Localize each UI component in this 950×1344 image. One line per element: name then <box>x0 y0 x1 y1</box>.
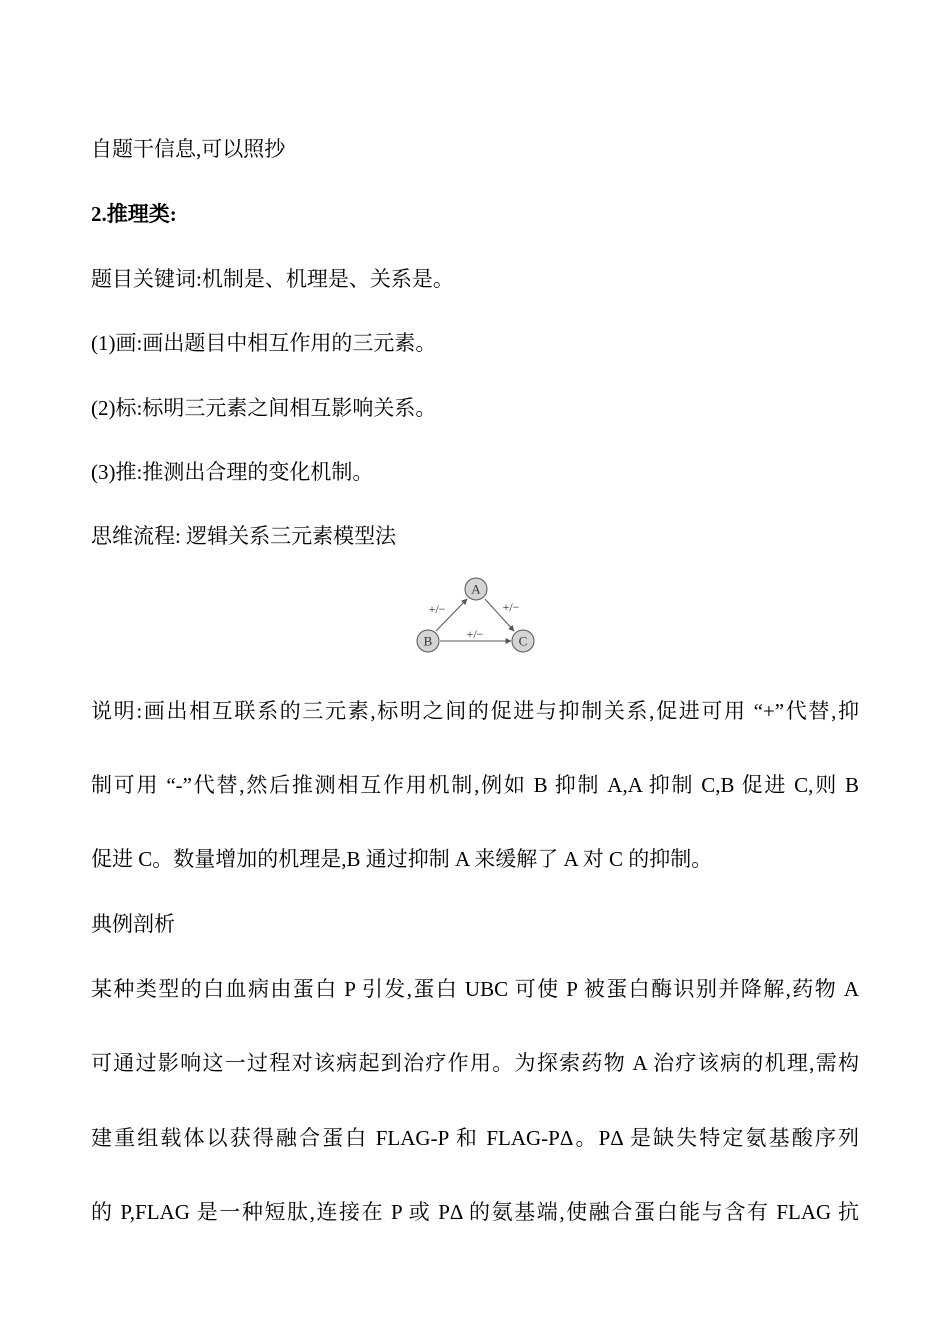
text-line-intro: 自题干信息,可以照抄 <box>91 137 286 161</box>
step-infer: (3)推:推测出合理的变化机制。 <box>91 460 374 484</box>
example-heading: 典例剖析 <box>91 912 175 936</box>
node-b-label: B <box>423 633 433 649</box>
example-line-3: 建重组载体以获得融合蛋白 FLAG-P 和 FLAG-PΔ。PΔ 是缺失特定氨基酸序列 <box>91 1126 859 1150</box>
three-element-diagram <box>405 570 555 660</box>
step-draw: (1)画:画出题目中相互作用的三元素。 <box>91 331 437 355</box>
explanation-line-1: 说明:画出相互联系的三元素,标明之间的促进与抑制关系,促进可用 “+”代替,抑 <box>91 699 859 723</box>
edge-b-a-label: +/− <box>428 602 446 616</box>
node-c-label: C <box>518 633 528 649</box>
edge-a-c-label: +/− <box>502 600 520 614</box>
thinking-flow-line: 思维流程: 逻辑关系三元素模型法 <box>91 524 397 548</box>
explanation-line-2: 制可用 “-”代替,然后推测相互作用机制,例如 B 抑制 A,A 抑制 C,B 促进 C,则 B <box>91 773 859 797</box>
section-heading-reasoning: 2.推理类: <box>91 202 177 226</box>
example-line-4: 的 P,FLAG 是一种短肽,连接在 P 或 PΔ 的氨基端,使融合蛋白能与含有 FLAG 抗 <box>91 1200 859 1224</box>
edge-b-c-label: +/− <box>466 627 484 641</box>
step-mark: (2)标:标明三元素之间相互影响关系。 <box>91 396 437 420</box>
example-line-2: 可通过影响这一过程对该病起到治疗作用。为探索药物 A 治疗该病的机理,需构 <box>91 1051 859 1075</box>
example-line-1: 某种类型的白血病由蛋白 P 引发,蛋白 UBC 可使 P 被蛋白酶识别并降解,药物 A <box>91 977 859 1001</box>
node-a-label: A <box>471 581 481 597</box>
keywords-line: 题目关键词:机制是、机理是、关系是。 <box>91 267 454 291</box>
explanation-line-3: 促进 C。数量增加的机理是,B 通过抑制 A 来缓解了 A 对 C 的抑制。 <box>91 847 713 871</box>
